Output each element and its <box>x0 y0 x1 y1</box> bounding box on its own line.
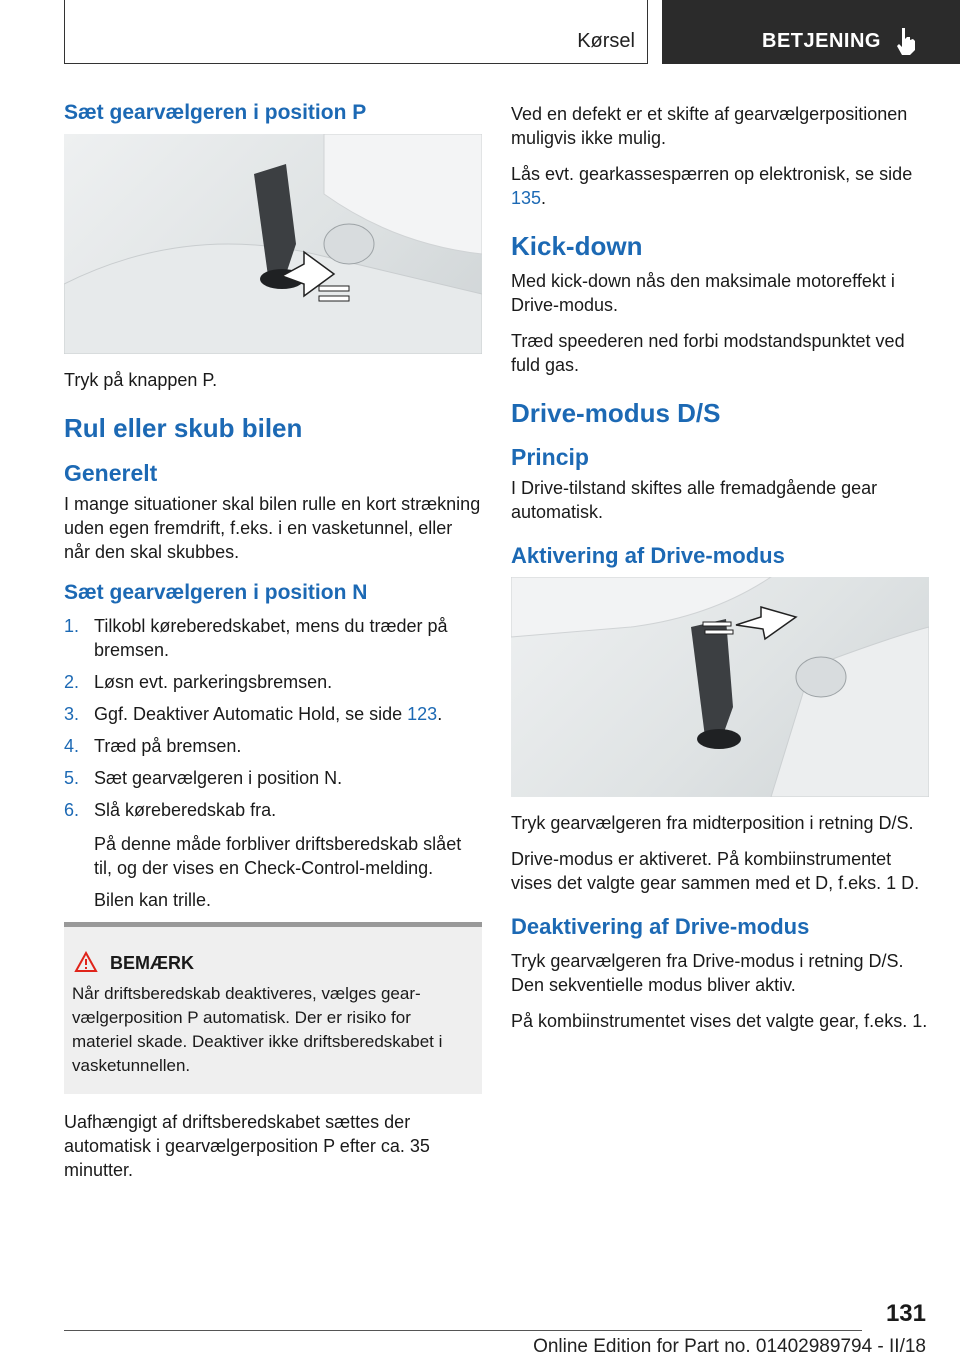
list-item: 2. Løsn evt. parkeringsbremsen. <box>64 671 333 692</box>
list-item: 1. Tilkobl køreberedskabet, mens du træder på bremsen. <box>64 615 448 660</box>
list-item: 6. Slå køreberedskab fra. <box>64 799 277 820</box>
header-section-title: Kørsel <box>577 30 635 52</box>
right-column <box>511 102 929 1045</box>
gear-selector-image-p <box>64 134 482 354</box>
page-link-135[interactable]: 135 <box>511 188 542 208</box>
list-item: 5. Sæt gearvælgeren i position N. <box>64 767 343 788</box>
left-column <box>64 100 482 1194</box>
step6-note-1: På denne måde forbliver driftsberedskab slået til, og der vises en Check-Control-melding. <box>94 833 462 878</box>
heading-kickdown: Kick-down <box>511 231 643 261</box>
warning-note <box>64 922 482 1094</box>
header-chapter <box>662 0 960 64</box>
footer-divider <box>64 1330 862 1331</box>
list-item: 3. Ggf. Deaktiver Automatic Hold, se side 123. <box>64 703 443 724</box>
footer-edition: Online Edition for Part no. 01402989794 - II/18 <box>533 1336 926 1357</box>
caption-ds: Tryk gearvælgeren fra midterposition i retning D/S. <box>511 813 914 834</box>
gear-selector-image-ds <box>511 577 929 797</box>
heading-generelt: Generelt <box>64 459 158 486</box>
heading-roll: Rul eller skub bilen <box>64 413 303 444</box>
header-section <box>64 0 648 64</box>
warning-triangle-icon <box>74 951 98 973</box>
hand-pointer-icon <box>894 26 918 56</box>
heading-deactivate: Deaktivering af Drive-modus <box>511 914 810 940</box>
caption-p: Tryk på knappen P. <box>64 370 218 391</box>
heading-set-p: Sæt gearvælgeren i position P <box>64 101 367 124</box>
paragraph-deact-2: På kombiinstrumentet vises det valgte gear, f.eks. 1. <box>511 1010 928 1031</box>
warning-text: Når driftsberedskab deaktiveres, vælges gearvælgerposition P automatisk. Der er risiko for materiel skade. Deaktiver ikke driftsberedskabet i vasketunnellen. <box>72 983 443 1075</box>
heading-activate: Aktivering af Drive-modus <box>511 542 785 568</box>
steps-list <box>64 614 482 822</box>
paragraph-kick-2: Træd speederen ned forbi modstandspunktet ved fuld gas. <box>511 330 905 375</box>
page-link-123[interactable]: 123 <box>407 703 438 724</box>
paragraph-princip: I Drive-tilstand skiftes alle fremadgående gear automatisk. <box>511 477 878 522</box>
paragraph-defect: Ved en defekt er et skifte af gearvælgerpositionen muligvis ikke mulig. <box>511 104 908 148</box>
paragraph-generelt: I mange situationer skal bilen rulle en kort strækning uden egen fremdrift, f.eks. i en vasketunnel, eller når den skal skubbes. <box>64 493 481 562</box>
list-item: 4. Træd på bremsen. <box>64 735 242 756</box>
paragraph-after: Uafhængigt af driftsberedskabet sættes der automatisk i gearvælgerposition P efter ca. 35 minutter. <box>64 1111 430 1180</box>
paragraph-deact-1: Tryk gearvælgeren fra Drive-modus i retning D/S. Den sekventielle modus bliver aktiv. <box>511 950 904 995</box>
paragraph-unlock: Lås evt. gearkassespærren op elektronisk, se side 135. <box>511 164 913 208</box>
heading-princip: Princip <box>511 444 589 470</box>
paragraph-active: Drive-modus er aktiveret. På kombiinstrumentet vises det valgte gear sammen med et D, f.eks. 1 D. <box>511 849 920 894</box>
step6-note-2: Bilen kan trille. <box>94 889 212 910</box>
header-chapter-title: BETJENING <box>762 30 881 52</box>
page-number: 131 <box>885 1300 926 1327</box>
heading-drive-mode: Drive-modus D/S <box>511 397 721 428</box>
paragraph-kick-1: Med kick-down nås den maksimale motoreffekt i Drive-modus. <box>511 270 895 315</box>
warning-title: BEMÆRK <box>110 952 194 973</box>
heading-set-n: Sæt gearvælgeren i position N <box>64 580 368 604</box>
